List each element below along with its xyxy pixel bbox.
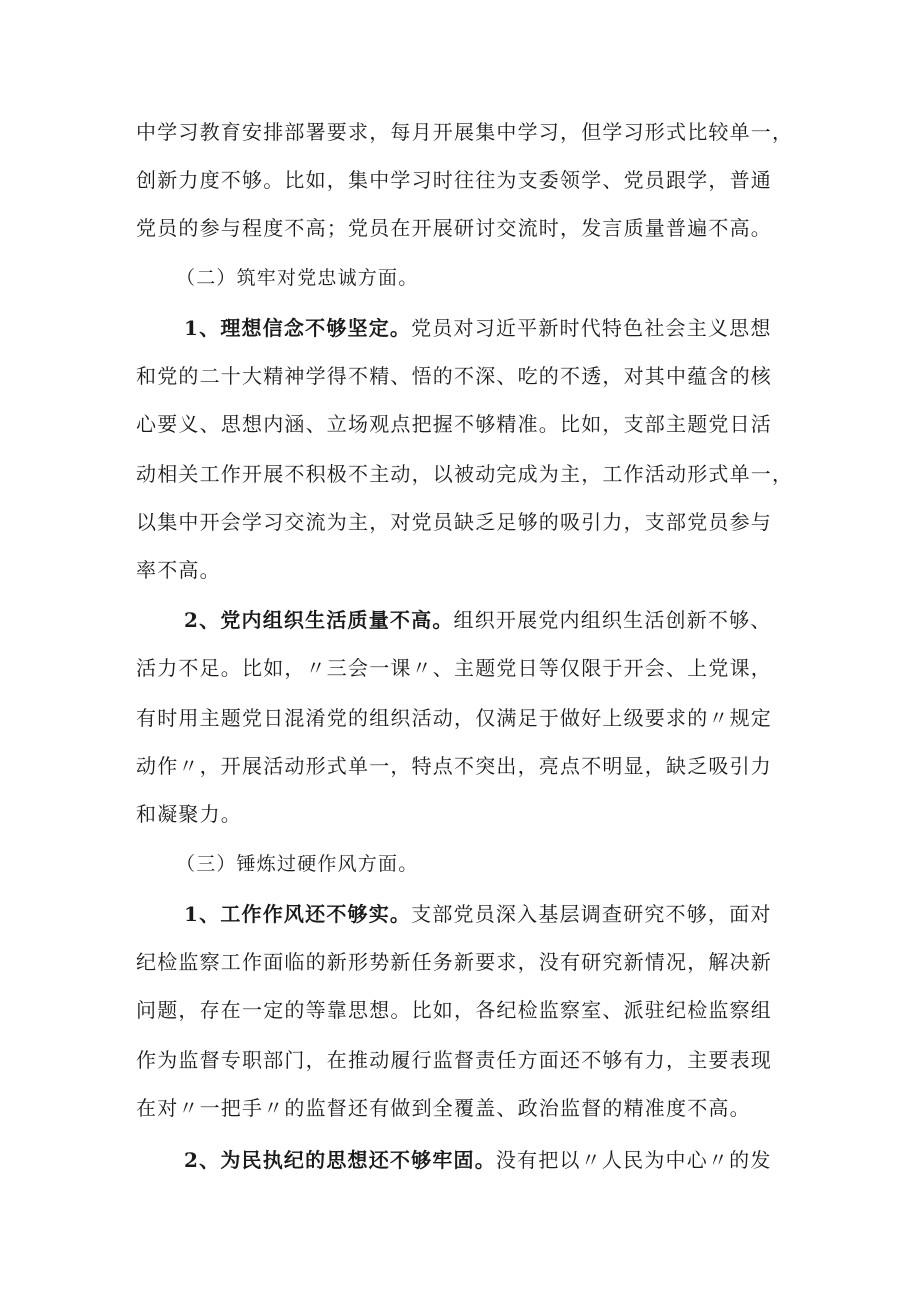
paragraph-text: 组织开展党内组织生活创新不够、 bbox=[453, 608, 772, 632]
paragraph-text: 支部党员深入基层调查研究不够，面对 bbox=[411, 902, 772, 926]
section-heading: （二）筑牢对党忠诚方面。 bbox=[176, 267, 419, 289]
paragraph-line: 和党的二十大精神学得不精、悟的不深、吃的不透，对其中蕴含的核 bbox=[136, 364, 772, 388]
paragraph-line: 以集中开会学习交流为主，对党员缺乏足够的吸引力，支部党员参与 bbox=[136, 510, 772, 534]
paragraph-line: 纪检监察工作面临的新形势新任务新要求，没有研究新情况，解决新 bbox=[136, 950, 772, 974]
paragraph-line: 率不高。 bbox=[136, 558, 221, 582]
paragraph-line-first bbox=[184, 1146, 920, 1174]
paragraph-line: 动相关工作开展不积极不主动，以被动完成为主，工作活动形式单一， bbox=[136, 462, 794, 486]
paragraph-line: 作为监督专职部门，在推动履行监督责任方面还不够有力，主要表现 bbox=[136, 1048, 772, 1072]
paragraph-line-first bbox=[184, 314, 920, 342]
paragraph-line: 动作〃，开展活动形式单一，特点不突出，亮点不明显，缺乏吸引力 bbox=[136, 754, 772, 778]
paragraph-text: 没有把以〃人民为中心〃的发 bbox=[495, 1148, 772, 1172]
item-heading: 2、党内组织生活质量不高。 bbox=[184, 608, 454, 632]
paragraph-line-first bbox=[184, 606, 920, 634]
paragraph-line: 中学习教育安排部署要求，每月开展集中学习，但学习形式比较单一， bbox=[136, 120, 794, 144]
paragraph-line: 党员的参与程度不高；党员在开展研讨交流时，发言质量普遍不高。 bbox=[136, 216, 772, 240]
paragraph-line-first bbox=[184, 900, 920, 928]
paragraph-line: 和凝聚力。 bbox=[136, 802, 242, 826]
paragraph-text: 党员对习近平新时代特色社会主义思想 bbox=[411, 316, 772, 340]
item-heading: 1、理想信念不够坚定。 bbox=[184, 316, 412, 340]
paragraph-line: 有时用主题党日混淆党的组织活动，仅满足于做好上级要求的〃规定 bbox=[136, 706, 772, 730]
paragraph-line: 心要义、思想内涵、立场观点把握不够精准。比如，支部主题党日活 bbox=[136, 412, 772, 436]
paragraph-line: 创新力度不够。比如，集中学习时往往为支委领学、党员跟学，普通 bbox=[136, 168, 772, 192]
item-heading: 1、工作作风还不够实。 bbox=[184, 902, 412, 926]
paragraph-line: 在对〃一把手〃的监督还有做到全覆盖、政治监督的精准度不高。 bbox=[136, 1096, 751, 1120]
section-heading: （三）锤炼过硬作风方面。 bbox=[176, 853, 419, 875]
paragraph-line: 问题，存在一定的等靠思想。比如，各纪检监察室、派驻纪检监察组 bbox=[136, 998, 772, 1022]
paragraph-line: 活力不足。比如，〃三会一课〃、主题党日等仅限于开会、上党课， bbox=[136, 656, 772, 680]
item-heading: 2、为民执纪的思想还不够牢固。 bbox=[184, 1148, 496, 1172]
